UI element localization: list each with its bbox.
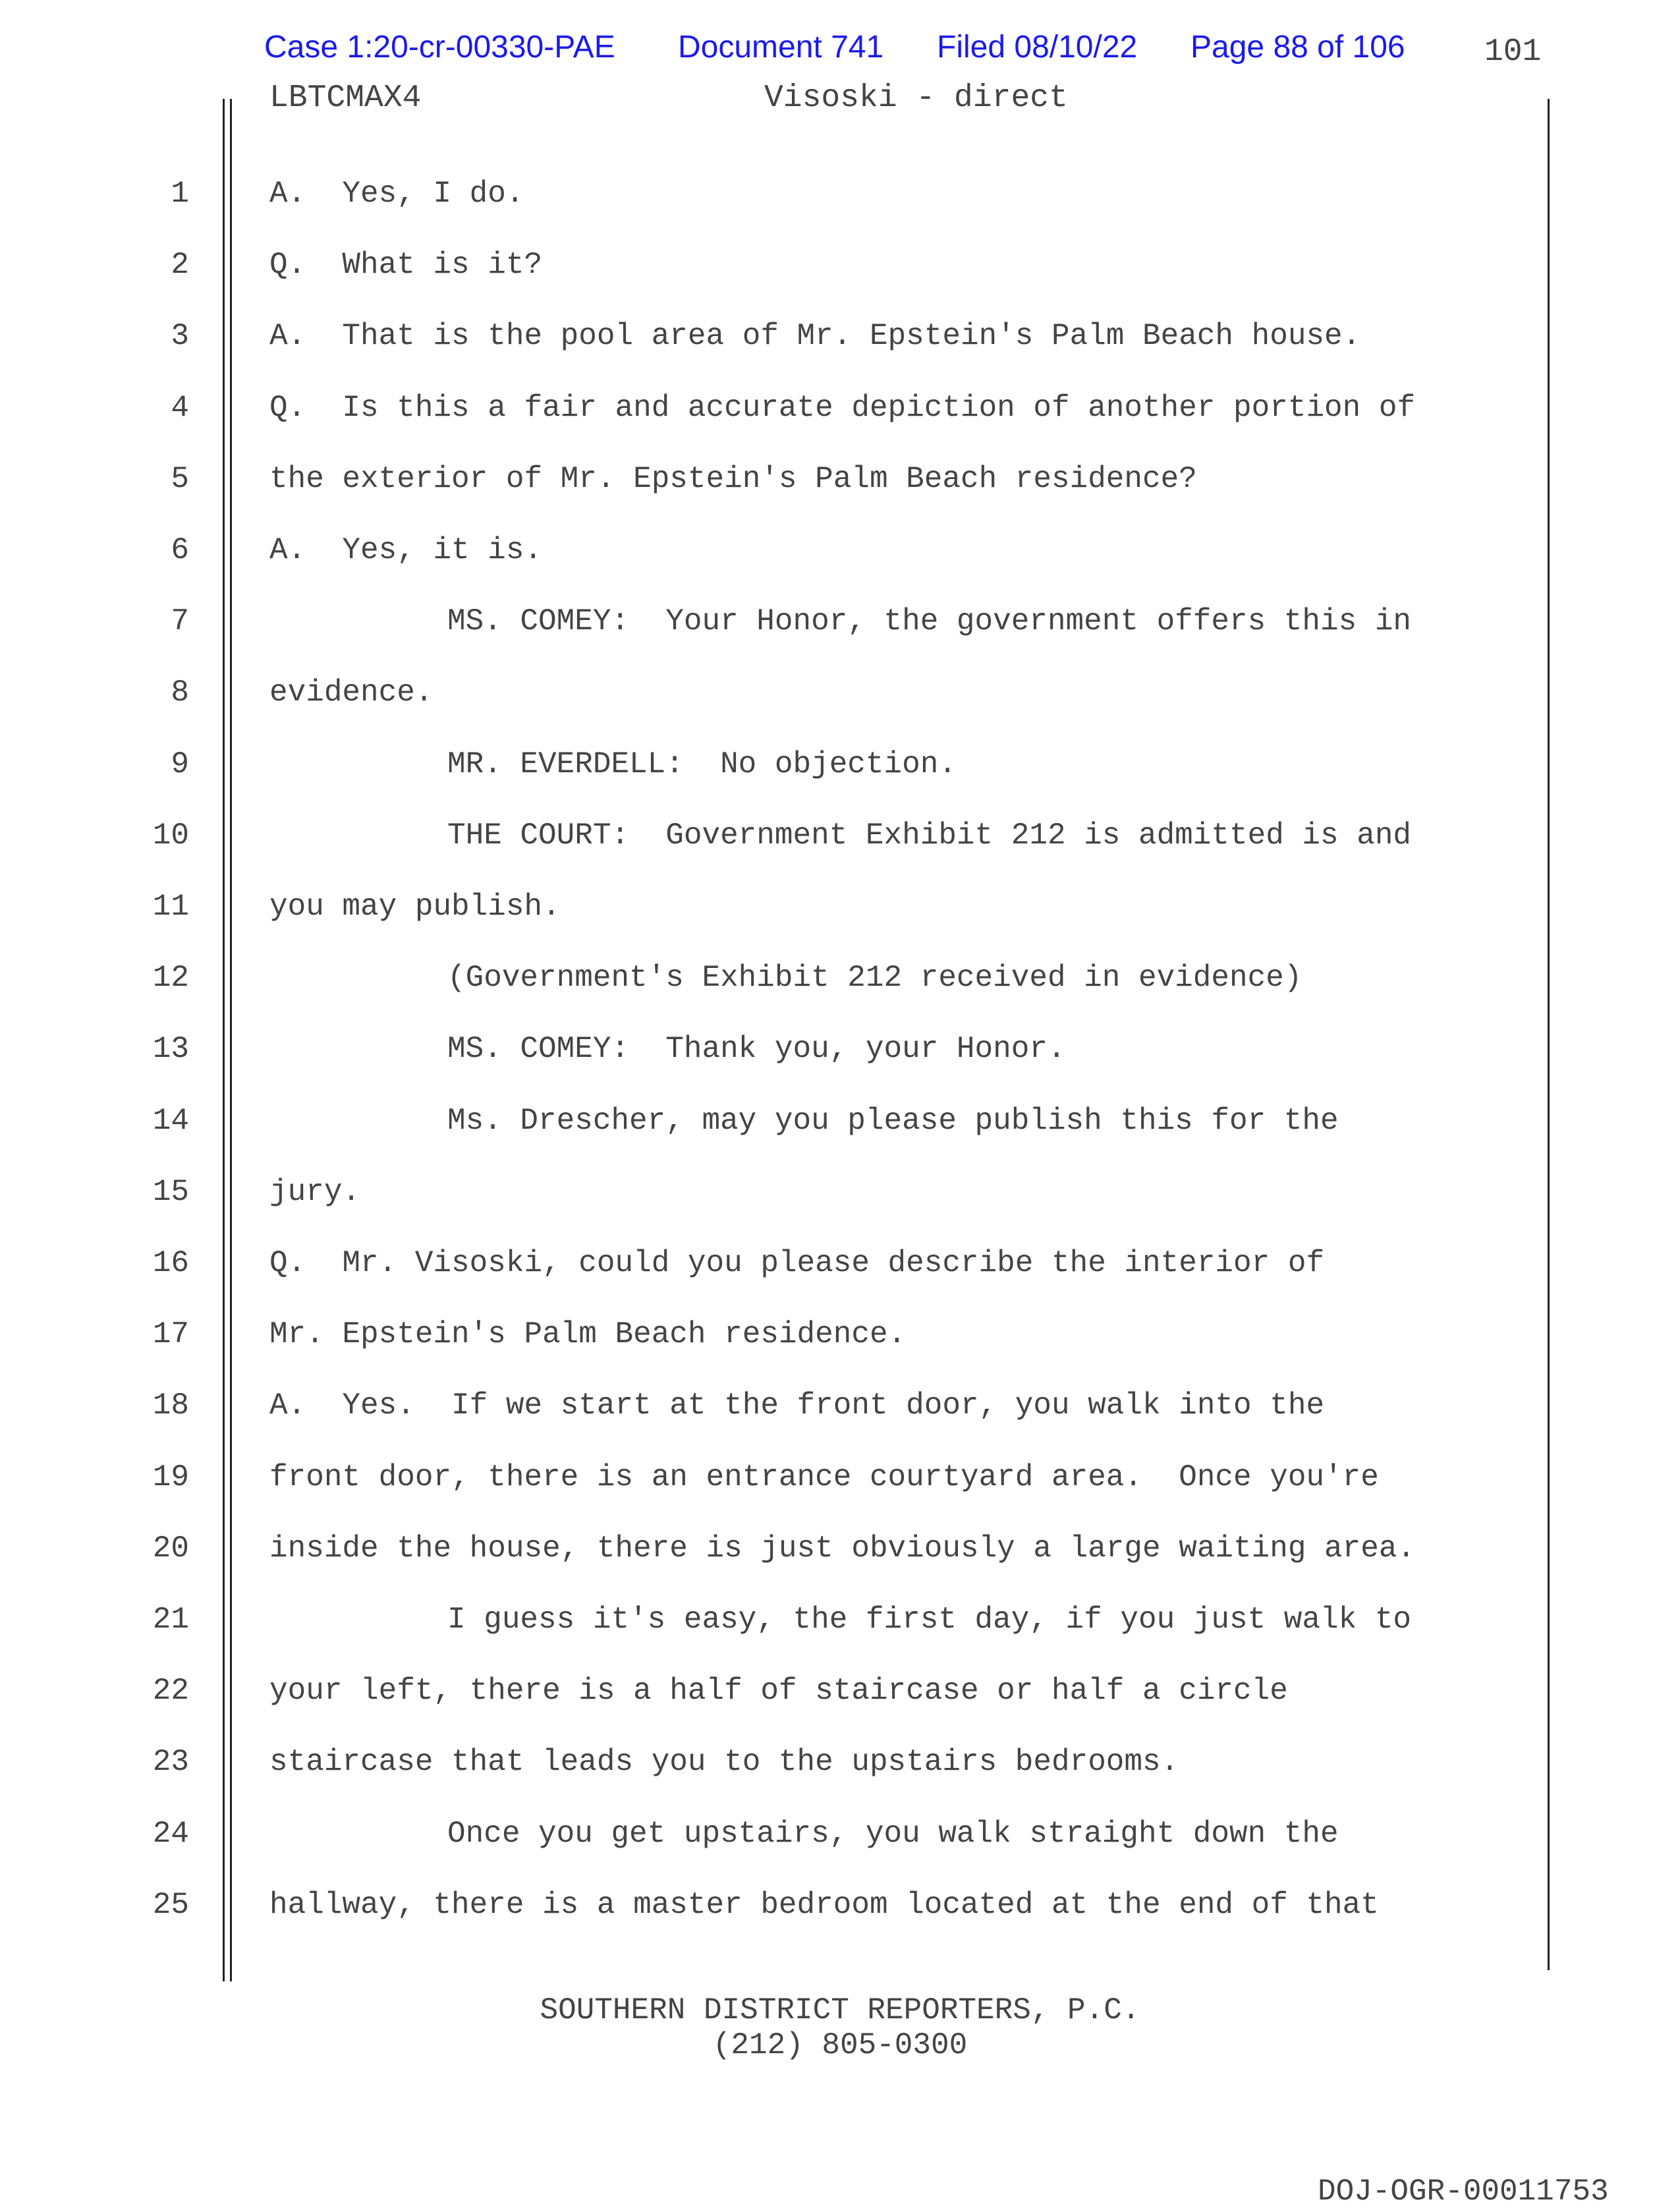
transcript-line bbox=[0, 1531, 1680, 1571]
document-number-stamp: Document 741 bbox=[678, 30, 884, 65]
transcript-line bbox=[0, 391, 1680, 430]
line-number: 10 bbox=[152, 818, 189, 853]
reporter-phone: (212) 805-0300 bbox=[712, 2028, 968, 2062]
line-number: 6 bbox=[171, 533, 189, 567]
transcript-page-number: 101 bbox=[1484, 34, 1542, 70]
line-number: 5 bbox=[171, 462, 189, 496]
page-of-stamp: Page 88 of 106 bbox=[1190, 30, 1405, 65]
transcript-line bbox=[0, 1317, 1680, 1357]
transcript-line bbox=[0, 462, 1680, 501]
line-number: 25 bbox=[152, 1888, 189, 1922]
line-number: 20 bbox=[152, 1531, 189, 1566]
line-number: 8 bbox=[171, 675, 189, 710]
line-text: MR. EVERDELL: No objection. bbox=[447, 747, 957, 781]
line-number: 12 bbox=[152, 961, 189, 995]
transcript-line bbox=[0, 961, 1680, 1000]
transcript-line bbox=[0, 890, 1680, 929]
line-number: 3 bbox=[171, 319, 189, 353]
line-number: 4 bbox=[171, 391, 189, 425]
line-text: A. That is the pool area of Mr. Epstein's Palm Beach house. bbox=[269, 319, 1361, 353]
line-number: 14 bbox=[152, 1104, 189, 1138]
line-number: 15 bbox=[152, 1175, 189, 1209]
transcript-line bbox=[0, 1460, 1680, 1500]
transcript-line bbox=[0, 604, 1680, 644]
line-text: jury. bbox=[269, 1175, 361, 1209]
line-number: 9 bbox=[171, 747, 189, 781]
line-text: Once you get upstairs, you walk straight down the bbox=[447, 1817, 1339, 1851]
line-number: 1 bbox=[171, 177, 189, 211]
transcript-line bbox=[0, 533, 1680, 573]
line-number: 22 bbox=[152, 1674, 189, 1708]
line-number: 21 bbox=[152, 1602, 189, 1637]
line-number: 18 bbox=[152, 1388, 189, 1423]
line-text: A. Yes, I do. bbox=[269, 177, 524, 211]
transcript-line bbox=[0, 177, 1680, 216]
line-text: (Government's Exhibit 212 received in evidence) bbox=[447, 961, 1302, 995]
line-text: evidence. bbox=[269, 675, 434, 710]
line-number: 13 bbox=[152, 1032, 189, 1066]
line-number: 19 bbox=[152, 1460, 189, 1494]
line-number: 23 bbox=[152, 1745, 189, 1779]
filed-date-stamp: Filed 08/10/22 bbox=[937, 30, 1138, 65]
line-text: the exterior of Mr. Epstein's Palm Beach residence? bbox=[269, 462, 1197, 496]
transcript-line bbox=[0, 1246, 1680, 1286]
transcript-line bbox=[0, 1602, 1680, 1642]
transcript-line bbox=[0, 675, 1680, 715]
line-text: Ms. Drescher, may you please publish this for the bbox=[447, 1104, 1339, 1138]
transcript-line bbox=[0, 1817, 1680, 1856]
line-number: 17 bbox=[152, 1317, 189, 1351]
line-text: your left, there is a half of staircase or half a circle bbox=[269, 1674, 1288, 1708]
bates-number: DOJ-OGR-00011753 bbox=[1318, 2174, 1609, 2209]
line-text: inside the house, there is just obviously a large waiting area. bbox=[269, 1531, 1416, 1566]
line-text: I guess it's easy, the first day, if you just walk to bbox=[447, 1602, 1412, 1637]
transcript-line bbox=[0, 319, 1680, 358]
line-text: Q. Mr. Visoski, could you please describe the interior of bbox=[269, 1246, 1325, 1280]
line-text: A. Yes. If we start at the front door, you walk into the bbox=[269, 1388, 1325, 1423]
transcript-line bbox=[0, 747, 1680, 787]
transcript-code: LBTCMAX4 bbox=[269, 80, 422, 116]
transcript-line bbox=[0, 1745, 1680, 1784]
transcript-line bbox=[0, 1104, 1680, 1143]
line-text: Mr. Epstein's Palm Beach residence. bbox=[269, 1317, 907, 1351]
line-number: 7 bbox=[171, 604, 189, 638]
line-number: 16 bbox=[152, 1246, 189, 1280]
transcript-line bbox=[0, 1388, 1680, 1428]
line-text: Q. Is this a fair and accurate depiction of another portion of bbox=[269, 391, 1416, 425]
line-text: hallway, there is a master bedroom located at the end of that bbox=[269, 1888, 1379, 1922]
line-text: Q. What is it? bbox=[269, 248, 543, 282]
line-text: MS. COMEY: Thank you, your Honor. bbox=[447, 1032, 1066, 1066]
transcript-line bbox=[0, 1175, 1680, 1214]
line-text: MS. COMEY: Your Honor, the government offers this in bbox=[447, 604, 1412, 638]
transcript-section-title: Visoski - direct bbox=[764, 80, 1068, 116]
line-text: staircase that leads you to the upstairs bedrooms. bbox=[269, 1745, 1179, 1779]
transcript-line bbox=[0, 1888, 1680, 1927]
line-text: you may publish. bbox=[269, 890, 561, 924]
transcript-line bbox=[0, 1032, 1680, 1071]
line-number: 2 bbox=[171, 248, 189, 282]
line-number: 11 bbox=[152, 890, 189, 924]
transcript-line bbox=[0, 248, 1680, 287]
line-text: A. Yes, it is. bbox=[269, 533, 543, 567]
line-number: 24 bbox=[152, 1817, 189, 1851]
transcript-line bbox=[0, 1674, 1680, 1713]
line-text: front door, there is an entrance courtyard area. Once you're bbox=[269, 1460, 1379, 1494]
case-number-stamp: Case 1:20-cr-00330-PAE bbox=[264, 30, 615, 65]
transcript-line bbox=[0, 818, 1680, 858]
reporter-name: SOUTHERN DISTRICT REPORTERS, P.C. bbox=[540, 1993, 1140, 2028]
line-text: THE COURT: Government Exhibit 212 is admitted is and bbox=[447, 818, 1412, 853]
